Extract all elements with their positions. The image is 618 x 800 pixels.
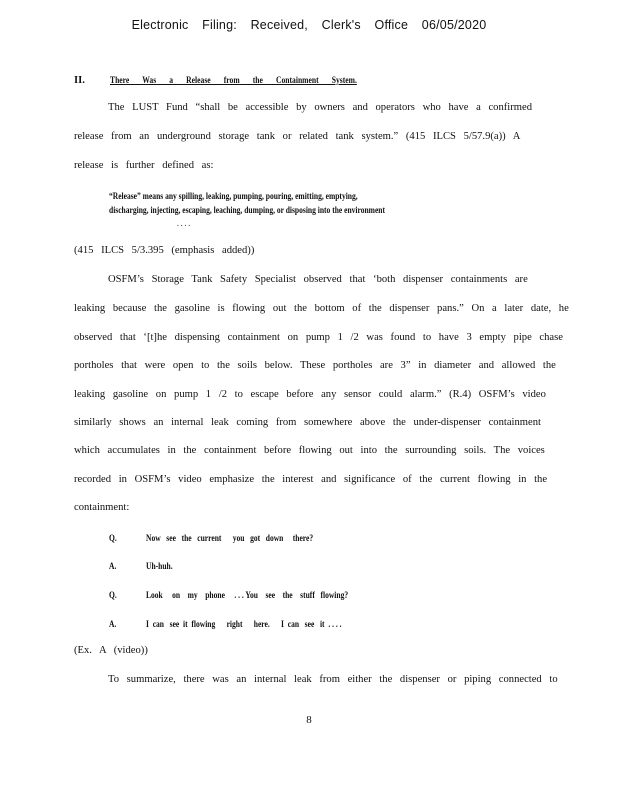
paragraph-line: similarly shows an internal leak coming from somewhere above the under-dispenser containment [74, 417, 541, 428]
dialogue-text: Uh-huh. [146, 561, 173, 571]
paragraph-line: which accumulates in the containment before flowing out into the surrounding soils. The voices [74, 445, 545, 456]
paragraph-line: leaking because the gasoline is flowing out the bottom of the dispenser pans.” On a later date, he [74, 303, 569, 314]
paragraph-line: portholes that were open to the soils below. These portholes are 3” in diameter and allowed the [74, 360, 556, 371]
paragraph-line: The LUST Fund “shall be accessible by owners and operators who have a confirmed [108, 102, 533, 113]
paragraph-line: observed that ‘[t]he dispensing containment on pump 1 /2 was found to have 3 empty pipe chase [74, 332, 563, 343]
paragraph-line: To summarize, there was an internal leak from either the dispenser or piping connected to [108, 674, 558, 685]
dialogue-text: Now see the current you got down there? [146, 533, 314, 543]
dialogue-speaker: Q. [109, 533, 117, 543]
block-quote-line: . . . . [177, 218, 191, 228]
dialogue-speaker: A. [109, 561, 117, 571]
dialogue-text: Look on my phone . . . You see the stuff flowing? [146, 590, 349, 600]
paragraph-line: containment: [74, 502, 130, 513]
block-quote-line: discharging, injecting, escaping, leaching, dumping, or disposing into the environment [109, 205, 386, 215]
block-quote-line: “Release” means any spilling, leaking, pumping, pouring, emitting, emptying, [109, 191, 358, 201]
paragraph-line: OSFM’s Storage Tank Safety Specialist observed that ‘both dispenser containments are [108, 274, 528, 285]
page-number: 8 [306, 714, 312, 726]
citation: (Ex. A (video)) [74, 645, 148, 656]
dialogue-text: I can see it flowing right here. I can see it . . . . [146, 619, 342, 629]
citation: (415 ILCS 5/3.395 (emphasis added)) [74, 245, 255, 256]
section-number: II. [74, 75, 85, 86]
section-title: There Was a Release from the Containment System. [110, 76, 357, 86]
dialogue-speaker: Q. [109, 590, 117, 600]
dialogue-speaker: A. [109, 619, 117, 629]
filing-header: Electronic Filing: Received, Clerk's Office 06/05/2020 [131, 18, 487, 32]
paragraph-line: release is further defined as: [74, 160, 214, 171]
paragraph-line: release from an underground storage tank or related tank system.” (415 ILCS 5/57.9(a)) A [74, 131, 521, 142]
paragraph-line: leaking gasoline on pump 1 /2 to escape before any sensor could alarm.” (R.4) OSFM’s video [74, 389, 546, 400]
paragraph-line: recorded in OSFM’s video emphasize the interest and significance of the current flowing in the [74, 474, 548, 485]
